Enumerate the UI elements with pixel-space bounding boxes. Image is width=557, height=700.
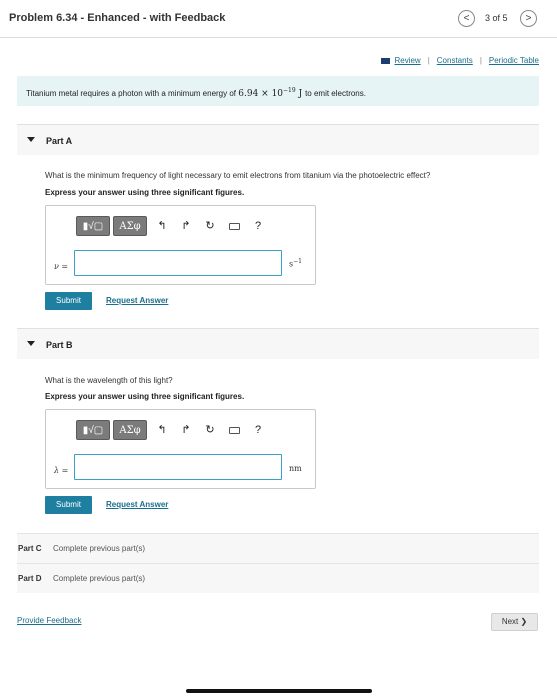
prev-problem-button[interactable]: <	[458, 10, 475, 27]
home-indicator[interactable]	[186, 689, 372, 693]
wavelength-answer-input[interactable]	[74, 454, 282, 480]
next-button[interactable]: Next ❯	[491, 613, 538, 631]
part-b-submit-button[interactable]: Submit	[45, 496, 92, 514]
part-d-label: Part D	[18, 574, 42, 583]
constants-link[interactable]: Constants	[436, 56, 473, 65]
part-d-status: Complete previous part(s)	[53, 574, 146, 583]
keyboard-icon[interactable]	[222, 216, 246, 236]
problem-title: Problem 6.34 - Enhanced - with Feedback	[9, 12, 226, 24]
provide-feedback-link[interactable]: Provide Feedback	[17, 616, 82, 625]
help-icon[interactable]: ?	[254, 220, 262, 232]
energy-unit: J	[298, 89, 303, 99]
redo-icon[interactable]: ↱	[181, 220, 191, 232]
problem-intro	[17, 76, 539, 106]
part-b-answer-box	[45, 409, 316, 489]
part-c-label: Part C	[18, 544, 42, 553]
undo-icon[interactable]: ↰	[157, 220, 167, 232]
reset-icon[interactable]: ↻	[205, 424, 215, 436]
nu-variable-label: ν =	[54, 262, 69, 271]
page-count: 3 of 5	[485, 13, 508, 23]
review-icon	[381, 58, 390, 64]
part-b-header[interactable]	[17, 329, 539, 359]
part-d-row	[17, 563, 539, 593]
frequency-unit	[289, 258, 302, 269]
templates-button[interactable]: ▮√▢	[76, 216, 110, 236]
part-a-submit-button[interactable]: Submit	[45, 292, 92, 310]
part-b-instruction: Express your answer using three significant figures.	[45, 392, 245, 401]
wavelength-unit: nm	[289, 464, 302, 473]
symbols-button[interactable]: ΑΣφ	[113, 216, 147, 236]
part-b-question: What is the wavelength of this light?	[45, 376, 173, 385]
caret-down-icon	[27, 137, 35, 142]
reset-icon[interactable]: ↻	[205, 220, 215, 232]
energy-exponent: −19	[283, 87, 296, 94]
part-a-question: What is the minimum frequency of light necessary to emit electrons from titanium via the photoelectric effect?	[45, 171, 431, 180]
help-icon[interactable]: ?	[254, 424, 262, 436]
part-a-request-answer-link[interactable]: Request Answer	[106, 296, 169, 305]
intro-text-end: to emit electrons.	[305, 89, 366, 98]
symbols-button[interactable]: ΑΣφ	[113, 420, 147, 440]
part-a-label: Part A	[46, 136, 73, 146]
next-problem-button[interactable]: >	[520, 10, 537, 27]
lambda-variable-label: λ =	[54, 466, 69, 475]
link-separator: |	[427, 56, 430, 65]
templates-button[interactable]: ▮√▢	[76, 420, 110, 440]
part-a-instruction: Express your answer using three significant figures.	[45, 188, 245, 197]
periodic-table-link[interactable]: Periodic Table	[488, 56, 539, 65]
frequency-unit-base: s	[289, 259, 294, 269]
frequency-answer-input[interactable]	[74, 250, 282, 276]
intro-text: Titanium metal requires a photon with a minimum energy of	[26, 89, 237, 98]
part-c-row	[17, 533, 539, 563]
undo-icon[interactable]: ↰	[157, 424, 167, 436]
energy-value	[238, 89, 305, 99]
redo-icon[interactable]: ↱	[181, 424, 191, 436]
part-b-request-answer-link[interactable]: Request Answer	[106, 500, 169, 509]
part-a-answer-box	[45, 205, 316, 285]
part-c-status: Complete previous part(s)	[53, 544, 146, 553]
part-b-label: Part B	[46, 340, 73, 350]
header	[0, 0, 557, 38]
energy-mantissa: 6.94 × 10	[238, 89, 284, 99]
link-separator: |	[479, 56, 482, 65]
math-toolbar	[76, 216, 270, 236]
review-link[interactable]: Review	[394, 56, 421, 65]
frequency-unit-exponent: −1	[293, 258, 302, 265]
part-a-header[interactable]	[17, 125, 539, 155]
keyboard-icon[interactable]	[222, 420, 246, 440]
math-toolbar	[76, 420, 270, 440]
caret-down-icon	[27, 341, 35, 346]
resource-links	[381, 56, 539, 65]
